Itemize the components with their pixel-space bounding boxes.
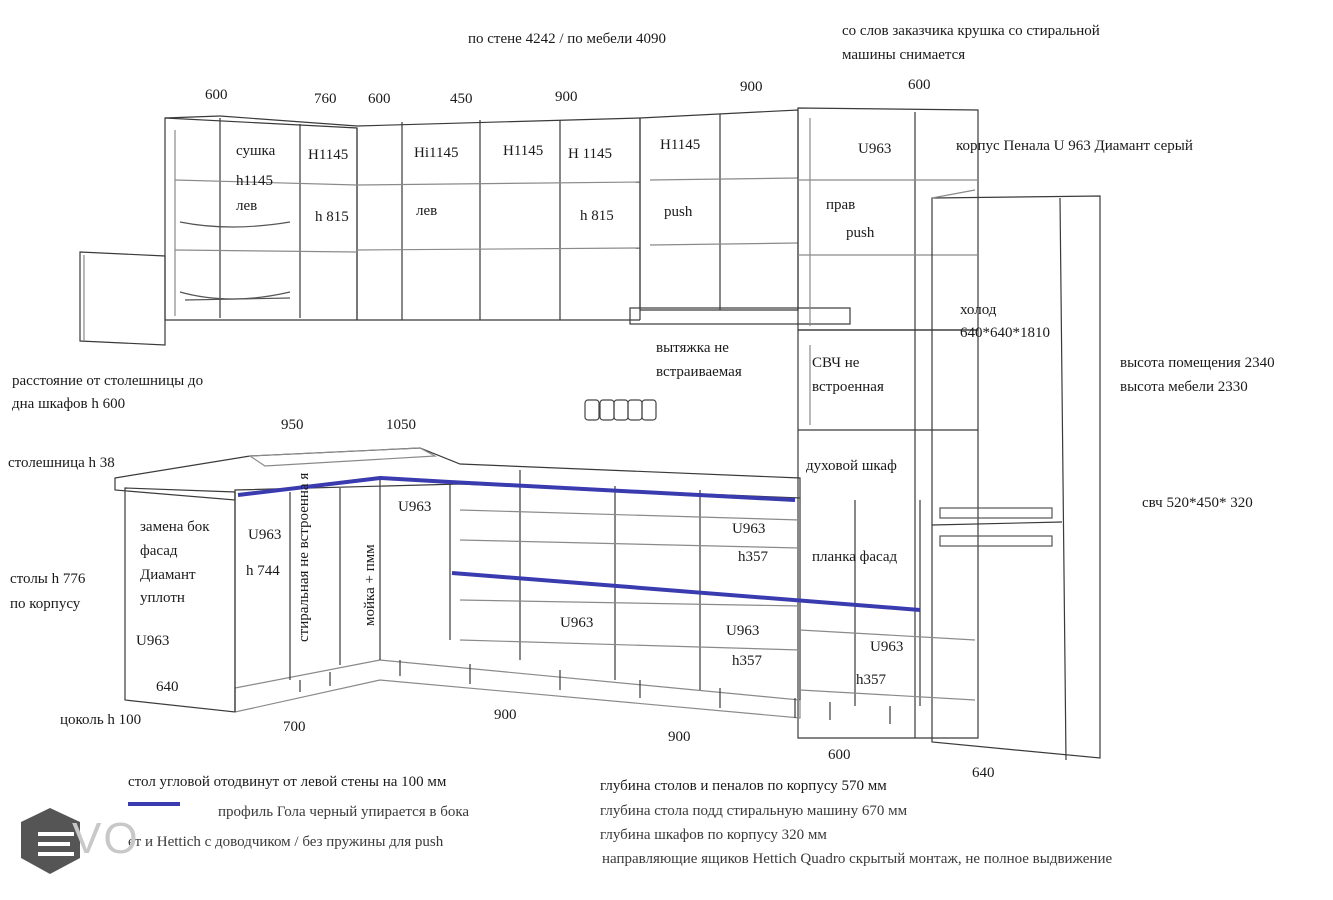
bottom-width-700: 700: [283, 719, 306, 735]
sink-vertical-label: мойка + пмм: [362, 544, 378, 626]
logo-text: VO: [72, 814, 140, 863]
right-label: прав: [826, 197, 856, 213]
U963-side: U963: [136, 633, 170, 649]
side-replace-1: замена бок: [140, 519, 210, 535]
U963-e: U963: [726, 623, 760, 639]
upper-width-0: 600: [205, 87, 228, 103]
corner-table-note: стол угловой отодвинут от левой стены на 100 мм: [128, 774, 447, 790]
countertop-label: столешница h 38: [8, 455, 115, 471]
upper-cabinets: [165, 108, 978, 330]
countertop-width-1050: 1050: [386, 417, 416, 433]
U963-c: U963: [560, 615, 594, 631]
h744-label: h 744: [246, 563, 280, 579]
pencil-case-note: корпус Пенала U 963 Диамант серый: [956, 138, 1193, 154]
bottom-width-640: 640: [972, 765, 995, 781]
left-label-1: лев: [236, 198, 258, 214]
gola-profile-note: профиль Гола черный упирается в бока: [218, 804, 470, 820]
side-replace-3: Диамант: [140, 567, 196, 583]
drying-label: сушка: [236, 143, 276, 159]
U963-b: U963: [398, 499, 432, 515]
h1145-small: h1145: [236, 173, 273, 189]
upper-width-4: 900: [555, 89, 578, 105]
upper-width-1: 760: [314, 91, 337, 107]
fridge-size: 640*640*1810: [960, 325, 1050, 341]
depth-640-left: 640: [156, 679, 179, 695]
U963-d: U963: [732, 521, 766, 537]
push-b: push: [846, 225, 875, 241]
guides-note: направляющие ящиков Hettich Quadro скрытый монтаж, не полное выдвижение: [602, 851, 1113, 867]
detached-box: [80, 252, 165, 345]
hood-note-1: вытяжка не: [656, 340, 729, 356]
bottom-width-900-b: 900: [668, 729, 691, 745]
gola-profiles: [128, 478, 920, 804]
room-height: высота помещения 2340: [1120, 355, 1275, 371]
countertop-distance-2: дна шкафов h 600: [12, 396, 126, 412]
fridge-column: [932, 190, 1100, 760]
U963-top: U963: [858, 141, 892, 157]
tables-height-2: по корпусу: [10, 596, 81, 612]
h357-b: h357: [732, 653, 762, 669]
h815-b: h 815: [580, 208, 614, 224]
washer-vertical-label: стиральная не встроенна я: [296, 472, 312, 642]
Hi1145: Hi1145: [414, 145, 459, 161]
bottom-width-600: 600: [828, 747, 851, 763]
microwave-note-1: СВЧ не: [812, 355, 860, 371]
microwave-note-2: встроенная: [812, 379, 884, 395]
H1145-b: H1145: [503, 143, 544, 159]
upper-width-6: 600: [908, 77, 931, 93]
depth-cabinets-note: глубина шкафов по корпусу 320 мм: [600, 827, 827, 843]
upper-width-2: 600: [368, 91, 391, 107]
side-replace-2: фасад: [140, 543, 178, 559]
fridge-label: холод: [960, 302, 997, 318]
U963-f: U963: [870, 639, 904, 655]
depth-washer-note: глубина стола подд стиральную машину 670 мм: [600, 803, 908, 819]
U963-a: U963: [248, 527, 282, 543]
h815-a: h 815: [315, 209, 349, 225]
upper-width-3: 450: [450, 91, 473, 107]
furniture-height: высота мебели 2330: [1120, 379, 1248, 395]
hood-note-2: встраиваемая: [656, 364, 742, 380]
microwave-size: свч 520*450* 320: [1142, 495, 1253, 511]
panel-facade: планка фасад: [812, 549, 898, 565]
H1145-d: H1145: [660, 137, 701, 153]
left-label-2: лев: [416, 203, 438, 219]
wall-length-note: по стене 4242 / по мебели 4090: [468, 31, 667, 47]
h357-c: h357: [856, 672, 886, 688]
H1145-a: H1145: [308, 147, 349, 163]
side-replace-4: уплотн: [140, 590, 185, 606]
tables-height-1: столы h 776: [10, 571, 86, 587]
lower-cabinets: [115, 448, 975, 724]
socket-block: [585, 400, 656, 420]
upper-width-5: 900: [740, 79, 763, 95]
H1145-c: H 1145: [568, 146, 613, 162]
bottom-width-900-a: 900: [494, 707, 517, 723]
hettich-note: ет и Hettich с доводчиком / без пружины для push: [128, 834, 444, 850]
plinth-label: цоколь h 100: [60, 712, 142, 728]
depth-tables-note: глубина столов и пеналов по корпусу 570 мм: [600, 778, 887, 794]
countertop-distance-1: расстояние от столешницы до: [12, 373, 204, 389]
h357-a: h357: [738, 549, 768, 565]
push-a: push: [664, 204, 693, 220]
countertop-width-950: 950: [281, 417, 304, 433]
oven-label: духовой шкаф: [806, 458, 897, 474]
customer-note-line1: со слов заказчика крушка со стиральной: [842, 23, 1100, 39]
customer-note-line2: машины снимается: [842, 47, 966, 63]
